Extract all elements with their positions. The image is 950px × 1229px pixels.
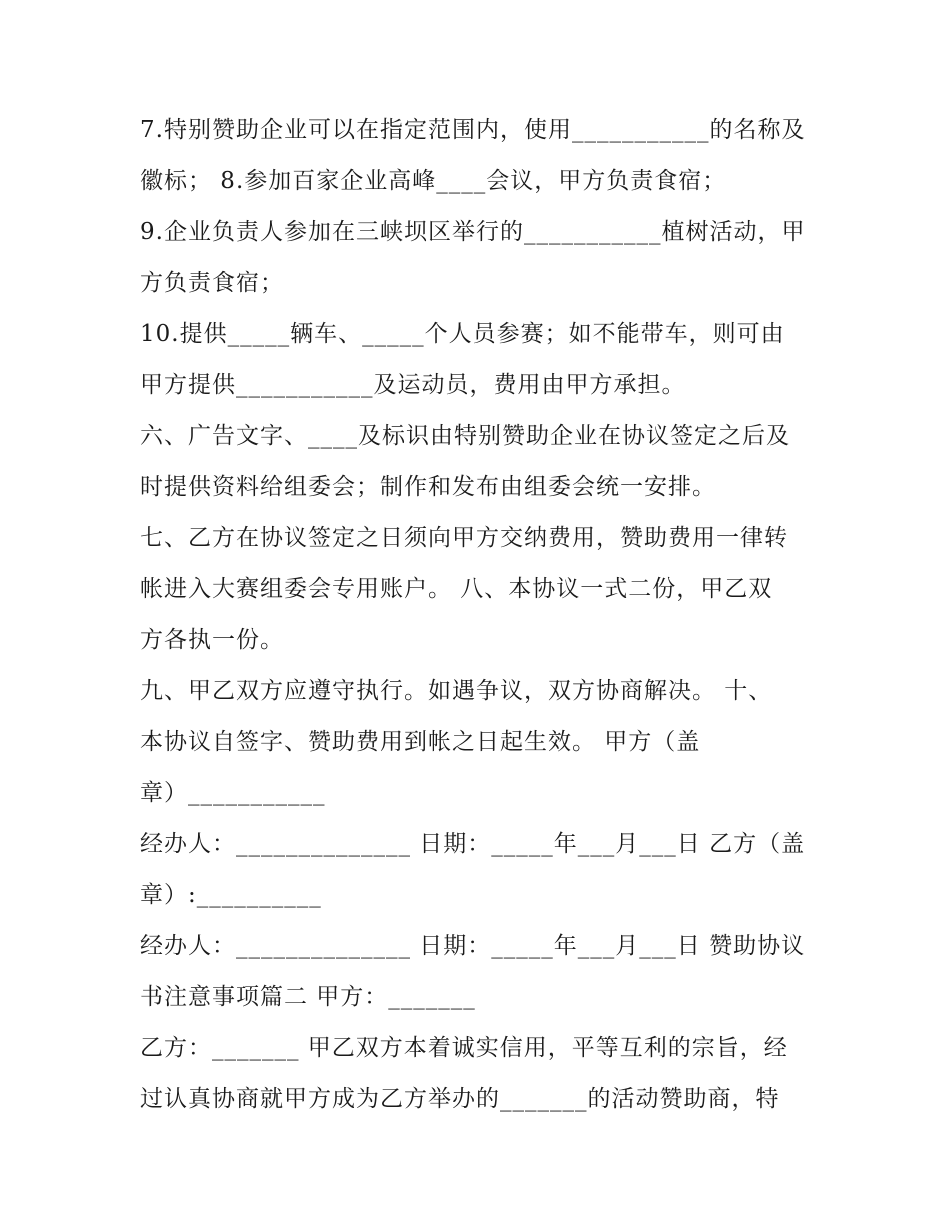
text-line-12: 九、甲乙双方应遵守执行。如遇争议，双方协商解决。 十、 — [140, 678, 773, 704]
text-line-19: 乙方：_______ 甲乙双方本着诚实信用，平等互利的宗旨，经 — [140, 1035, 788, 1061]
text-line-10: 帐进入大赛组委会专用账户。 八、本协议一式二份，甲乙双 — [140, 576, 773, 602]
text-line-15: 经办人：______________ 日期：_____年___月___日 乙方（盖 — [140, 831, 806, 857]
text-line-14: 章）___________ — [140, 780, 326, 806]
text-line-2: 徽标； 8.参加百家企业高峰____会议，甲方负责食宿； — [140, 168, 727, 194]
text-line-1: 7.特别赞助企业可以在指定范围内，使用___________的名称及 — [140, 117, 806, 143]
document-body — [140, 105, 820, 1125]
text-line-6: 甲方提供___________及运动员，费用由甲方承担。 — [140, 372, 686, 398]
text-line-7: 六、广告文字、____及标识由特别赞助企业在协议签定之后及 — [140, 423, 790, 449]
text-line-20: 过认真协商就甲方成为乙方举办的_______的活动赞助商，特 — [140, 1086, 780, 1112]
text-line-5: 10.提供_____辆车、_____个人员参赛；如不能带车，则可由 — [140, 321, 785, 347]
text-line-3: 9.企业负责人参加在三峡坝区举行的___________植树活动，甲 — [140, 219, 806, 245]
text-line-18: 书注意事项篇二 甲方：_______ — [140, 984, 476, 1010]
text-line-16: 章）:__________ — [140, 882, 322, 908]
text-line-13: 本协议自签字、赞助费用到帐之日起生效。 甲方（盖 — [140, 729, 701, 755]
text-line-17: 经办人：______________ 日期：_____年___月___日 赞助协议 — [140, 933, 806, 959]
text-line-8: 时提供资料给组委会；制作和发布由组委会统一安排。 — [140, 474, 716, 500]
text-line-11: 方各执一份。 — [140, 627, 284, 653]
text-line-9: 七、乙方在协议签定之日须向甲方交纳费用，赞助费用一律转 — [140, 525, 788, 551]
text-line-4: 方负责食宿； — [140, 270, 284, 296]
